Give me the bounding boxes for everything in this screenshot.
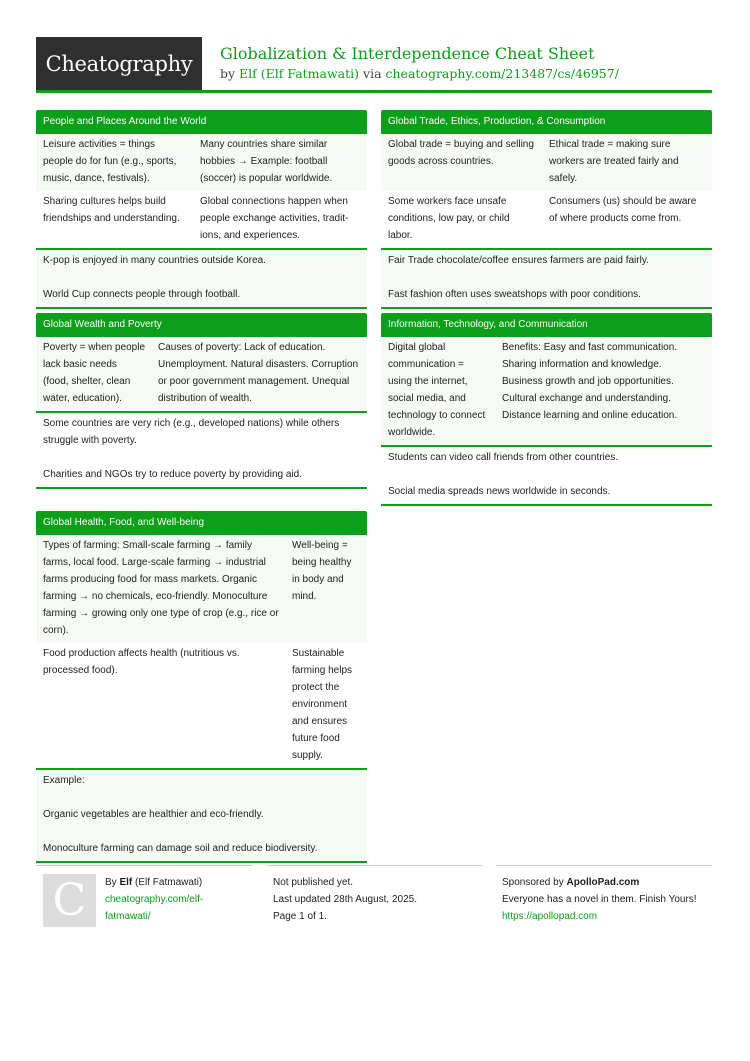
benefit-line: Sharing information and knowledge.: [502, 359, 662, 370]
section-title: Global Wealth and Poverty: [36, 313, 367, 337]
publish-status: Not published yet.: [273, 877, 354, 888]
table-cell: [495, 337, 712, 445]
avatar-letter: C: [52, 874, 87, 926]
section-title: Information, Technology, and Communication: [381, 313, 712, 337]
example-label: Example:: [43, 775, 85, 786]
footer-divider: [496, 865, 712, 866]
table-cell: Global connections happen when people exchange activities, traditions, and experiences.: [200, 196, 349, 241]
section-info-tech: [381, 313, 712, 506]
table-cell: Types of farming: Small-scale farming → family farms, local food. Large-scale farming → industrial farms producing food for mass markets. Organic farming → no chemicals, eco-friendly. Monoculture farming → growing only one type of crop (e.g., rice or corn).: [43, 540, 279, 636]
table-row: [381, 337, 712, 445]
sponsor-prefix: Sponsored by: [502, 877, 567, 888]
benefit-line: Cultural exchange and understanding.: [502, 393, 672, 404]
section-title: Global Health, Food, and Well-being: [36, 511, 367, 535]
example-line: K-pop is enjoyed in many countries outside Korea.: [43, 255, 266, 266]
table-cell: Well-being = being healthy in body and mind.: [292, 540, 352, 602]
table-cell: Consumers (us) should be aware of where products come from.: [549, 196, 697, 224]
footer-by: By: [105, 877, 120, 888]
sponsor-link[interactable]: https://apollopad.com: [502, 911, 598, 922]
table-cell: Many countries share similar hobbies → Example: football (soccer) is popular worldwide.: [200, 139, 333, 184]
author-profile-link[interactable]: cheatography.com/elf-fatmawati/: [105, 894, 204, 922]
footer-author: [105, 874, 245, 925]
table-cell: Some workers face unsafe conditions, low pay, or child labor.: [388, 196, 510, 241]
example-line: Monoculture farming can damage soil and reduce biodiversity.: [43, 843, 318, 854]
table-cell: Ethical trade = making sure workers are treated fairly and safely.: [549, 139, 679, 184]
footer-author-full: (Elf Fatmawati): [132, 877, 203, 888]
logo-text: Cheatography: [45, 51, 193, 76]
table-row: [36, 643, 367, 768]
footer-author-short: Elf: [119, 877, 133, 888]
table-cell: Leisure activities = things people do for fun (e.g., sports, music, dance, festivals).: [43, 139, 177, 184]
example-line: Fast fashion often uses sweatshops with poor conditions.: [388, 289, 641, 300]
table-cell: Sharing cultures helps build friendships and understanding.: [43, 196, 180, 224]
sponsor-text: Everyone has a novel in them. Finish Yours!: [502, 894, 697, 905]
table-cell: Food production affects health (nutritious vs. processed food).: [43, 648, 240, 676]
example-row: [36, 248, 367, 307]
table-cell: Poverty = when people lack basic needs (food, shelter, clean water, education).: [43, 342, 146, 404]
author-avatar[interactable]: [43, 874, 96, 927]
footer-sponsor: [502, 874, 707, 925]
example-line: World Cup connects people through football.: [43, 289, 241, 300]
page-number: Page 1 of 1.: [273, 911, 327, 922]
section-title: Global Trade, Ethics, Production, & Consumption: [381, 110, 712, 134]
table-row: [36, 535, 367, 643]
example-line: Fair Trade chocolate/coffee ensures farmers are paid fairly.: [388, 255, 649, 266]
byline-via: via: [359, 66, 386, 81]
table-cell: Sustainable farming helps protect the environment and ensures future food supply.: [292, 648, 353, 761]
table-row: [36, 191, 367, 248]
table-row: [36, 337, 367, 411]
table-cell: Causes of poverty: Lack of education. Unemployment. Natural disasters. Corruption or poor government management. Unequal distribution of wealth.: [158, 342, 359, 404]
example-row: [36, 411, 367, 487]
table-row: [36, 134, 367, 191]
table-cell: Digital global communication = using the internet, social media, and technology to connect worldwide.: [388, 342, 486, 438]
sheet-url-link[interactable]: cheatography.com/213487/cs/46957/: [385, 66, 619, 81]
example-line: Some countries are very rich (e.g., developed nations) while others struggle with poverty.: [43, 418, 340, 446]
byline: [220, 66, 619, 81]
section-people-places: [36, 110, 367, 309]
benefit-line: Benefits: Easy and fast communication.: [502, 342, 678, 353]
section-title: People and Places Around the World: [36, 110, 367, 134]
footer-divider: [36, 865, 252, 866]
byline-prefix: by: [220, 66, 240, 81]
example-line: Social media spreads news worldwide in seconds.: [388, 486, 611, 497]
last-updated: Last updated 28th August, 2025.: [273, 894, 418, 905]
section-health-food: [36, 511, 367, 863]
footer-divider: [266, 865, 482, 866]
benefit-line: Distance learning and online education.: [502, 410, 678, 421]
example-row: [381, 248, 712, 307]
example-row: [381, 445, 712, 504]
cheatography-logo[interactable]: [36, 37, 202, 93]
section-global-trade: [381, 110, 712, 309]
header-rule: [202, 90, 712, 93]
benefit-line: Business growth and job opportunities.: [502, 376, 674, 387]
example-line: Charities and NGOs try to reduce poverty by providing aid.: [43, 469, 303, 480]
table-cell: Global trade = buying and selling goods across countries.: [388, 139, 534, 167]
table-row: [381, 191, 712, 248]
example-line: Organic vegetables are healthier and eco-friendly.: [43, 809, 264, 820]
section-wealth-poverty: [36, 313, 367, 489]
example-line: Students can video call friends from other countries.: [388, 452, 619, 463]
table-row: [381, 134, 712, 191]
sponsor-name: ApolloPad.com: [566, 877, 640, 888]
footer-status: [273, 874, 483, 925]
example-row: [36, 768, 367, 861]
author-link[interactable]: Elf (Elf Fatmawati): [239, 66, 360, 81]
page-title: Globalization & Interdependence Cheat Sheet: [220, 44, 595, 63]
